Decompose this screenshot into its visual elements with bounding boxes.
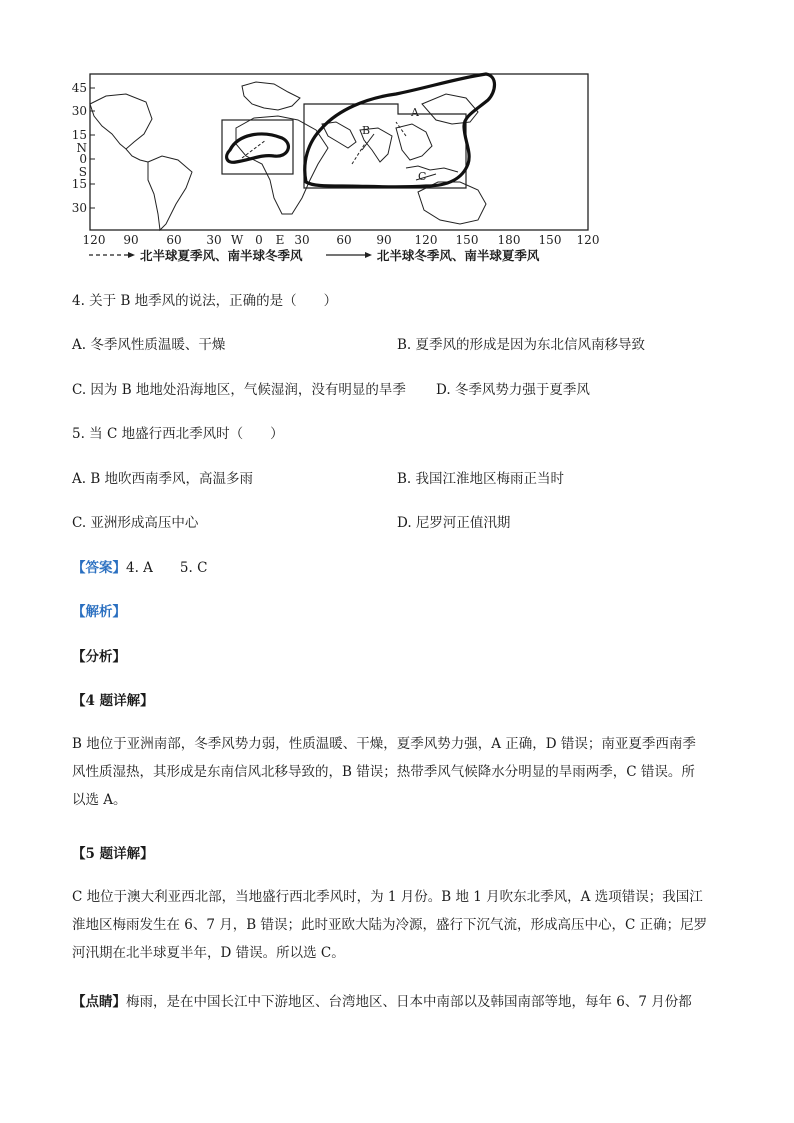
legend-item-summer [88,246,303,264]
x-tick-120w-right: 120 [576,233,600,247]
x-tick-60w: 60 [166,233,182,247]
x-tick-30w: 30 [206,233,222,247]
q4-option-A: A. 冬季风性质温暖、干燥 [72,337,226,353]
arabia-outline [322,122,356,148]
x-tick-180: 180 [497,233,521,247]
legend-summer-label: 北半球夏季风、南半球冬季风 [140,248,303,263]
y-tick-15s: 15 [71,177,87,191]
y-tick-15n: 15 [71,128,87,142]
y-tick-30: 30 [71,104,87,118]
detail5-line-3: 河汛期在北半球夏半年，D 错误。所以选 C。 [72,945,345,961]
fenxi-tag: 【分析】 [72,649,126,665]
detail5-tag: 【5 题详解】 [72,846,154,862]
point-A-label: A [411,106,419,119]
q4-option-B: B. 夏季风的形成是因为东北信风南移导致 [397,337,646,353]
south-america-outline [148,156,192,230]
y-tick-0: 0 [79,152,87,166]
dashed-arrow-icon [88,250,136,260]
point-B-label: B [362,124,371,137]
x-tick-E: E [275,233,285,247]
x-tick-60e: 60 [336,233,352,247]
q5-option-A: A. B 地吹西南季风，高温多雨 [72,471,254,487]
indonesia-outline [406,166,458,172]
x-tick-90e: 90 [376,233,392,247]
detail4-line-2: 风性质湿热，其形成是东南信风北移导致的，B 错误；热带季风气候降水分明显的旱雨两季，C 错误。所 [72,764,695,780]
point-C-label: C [418,170,427,183]
x-tick-0: 0 [255,233,263,247]
q4-option-D: D. 冬季风势力强于夏季风 [436,382,590,398]
detail4-line-1: B 地位于亚洲南部，冬季风势力弱，性质温暖、干燥，夏季风势力强，A 正确，D 错误；南亚夏季西南季 [72,736,696,752]
legend-item-winter [325,246,540,264]
africa-outline [236,116,328,214]
dianjing-tag: 【点睛】 [72,994,126,1010]
legend-winter-label: 北半球冬季风、南半球夏季风 [376,248,540,263]
q5-stem: 5. 当 C 地盛行西北季风时（ ） [72,426,284,442]
monsoon-map [66,64,606,264]
map-frame [90,74,588,230]
asia-box [304,104,466,188]
se-asia-outline [396,124,432,160]
x-tick-150e: 150 [455,233,479,247]
x-tick-30e: 30 [294,233,310,247]
y-tick-45: 45 [71,81,87,95]
detail4-tag: 【4 题详解】 [72,693,154,709]
east-asia-outline [422,94,478,124]
detail5-body [72,883,724,967]
detail4-body [72,730,724,814]
dianjing-text: 梅雨，是在中国长江中下游地区、台湾地区、日本中南部以及韩国南部等地，每年 6、7 月份都 [126,994,692,1010]
q5-option-B: B. 我国江淮地区梅雨正当时 [397,471,565,487]
y-tick-N: N [76,141,87,155]
answer-tag: 【答案】 [72,560,126,576]
analysis-tag: 【解析】 [72,604,126,620]
map-legend [88,246,557,264]
map-svg [66,64,606,264]
b-dashed-arrow [352,142,366,164]
y-tick-S: S [78,165,87,179]
detail5-line-1: C 地位于澳大利亚西北部，当地盛行西北季风时，为 1 月份。B 地 1 月吹东北季风，A 选项错误；我国江 [72,889,703,905]
x-tick-90w: 90 [123,233,139,247]
x-tick-W: W [230,233,244,247]
q4-option-C: C. 因为 B 地地处沿海地区，气候湿润，没有明显的旱季 [72,382,406,398]
north-america-outline [90,94,152,149]
answer-line [72,556,207,576]
detail5-line-2: 淮地区梅雨发生在 6、7 月，B 错误；此时亚欧大陆为冷源，盛行下沉气流，形成高压中心，C 正确；尼罗 [72,917,708,933]
dianjing-line [72,990,692,1010]
q5-option-D: D. 尼罗河正值汛期 [397,515,511,531]
x-tick-120e: 120 [414,233,438,247]
q4-stem: 4. 关于 B 地季风的说法，正确的是（ ） [72,293,338,309]
q5-option-C: C. 亚洲形成高压中心 [72,515,199,531]
central-america-outline [126,149,148,162]
continent-outlines [90,82,486,230]
x-tick-120w: 120 [82,233,106,247]
y-tick-30s: 30 [71,201,87,215]
detail4-line-3: 以选 A。 [72,792,127,808]
answer-text: 4. A 5. C [126,560,208,576]
europe-outline [242,82,300,110]
solid-arrow-icon [325,250,373,260]
x-tick-150w: 150 [538,233,562,247]
